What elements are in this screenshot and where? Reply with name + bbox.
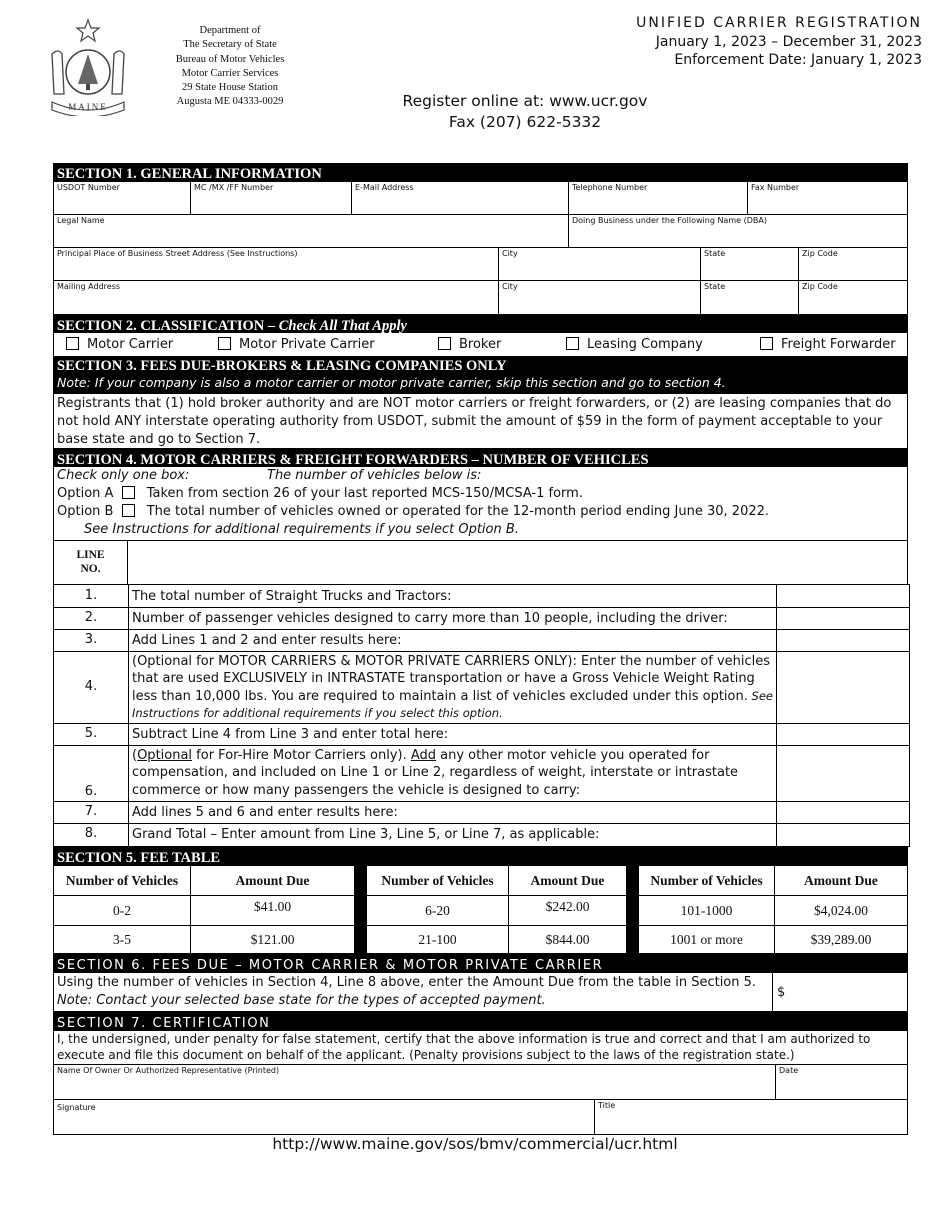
broker-checkbox[interactable] [438,337,451,350]
section-3-note: Note: If your company is also a motor carrier or motor private carrier, skip this section and go to section 4. [57,375,726,390]
phone-field[interactable]: Telephone Number [568,181,748,215]
fee-amount-cell: $121.00 [190,925,355,954]
line-1-row: 1. The total number of Straight Trucks and Tractors: [53,584,910,608]
fee-vehicles-cell: 6-20 [366,895,509,926]
fee-amount-cell: $39,289.00 [774,925,908,954]
fee-col-amount-1: Amount Due [190,865,355,896]
fee-col-vehicles-2: Number of Vehicles [366,865,509,896]
section-3-body: Registrants that (1) hold broker authority and are NOT motor carriers or freight forwarders, or (2) are leasing companies that do not hold ANY interstate operating authority from USDOT, submit the amount of $59 in the form of payment acceptable to your base state and go to Section 7. [53,394,908,449]
section-1-header: SECTION 1. GENERAL INFORMATION [53,163,908,181]
title-field[interactable]: Title [594,1099,908,1135]
classification-row [53,333,908,357]
freight-forwarder-option[interactable]: Freight Forwarder [760,336,896,354]
fee-vehicles-cell: 0-2 [53,895,191,926]
dba-field[interactable]: Doing Business under the Following Name (DBA) [568,214,908,248]
line-7-row: 7. Add lines 5 and 6 and enter results here: [53,801,910,824]
legal-name-field[interactable]: Legal Name [53,214,569,248]
option-b-row[interactable]: Option B The total number of vehicles owned or operated for the 12-month period ending June 30, 2022. [57,504,770,519]
mailing-city-field[interactable]: City [498,280,701,315]
form-title: UNIFIED CARRIER REGISTRATION [636,15,922,31]
line-1-input[interactable] [776,585,909,607]
fee-amount-cell: $41.00 [190,895,355,926]
maine-state-seal [38,18,138,116]
option-b-checkbox[interactable] [122,504,135,517]
option-a-row[interactable]: Option A Taken from section 26 of your last reported MCS-150/MCSA-1 form. [57,486,583,501]
fee-amount-cell: $4,024.00 [774,895,908,926]
seal-text: MAINE [68,102,108,112]
fee-vehicles-cell: 3-5 [53,925,191,954]
section-3-header: SECTION 3. FEES DUE-BROKERS & LEASING COMPANIES ONLY Note: If your company is also a motor carrier or motor private carrier, skip this section and go to section 4. [53,357,908,394]
line-5-row: 5. Subtract Line 4 from Line 3 and enter total here: [53,723,910,746]
motor-carrier-option[interactable]: Motor Carrier [66,336,173,354]
section-6-header: SECTION 6. FEES DUE – MOTOR CARRIER & MOTOR PRIVATE CARRIER [53,954,908,973]
department-address: Department of The Secretary of State Bureau of Motor Vehicles Motor Carrier Services 29 State House Station Augusta ME 04333-0029 [175,25,285,108]
section-2-header: SECTION 2. CLASSIFICATION – Check All That Apply [53,315,908,333]
line-6-input[interactable] [776,746,909,801]
signature-field[interactable]: Signature [53,1099,595,1135]
line-3-input[interactable] [776,630,909,651]
online-info [380,91,670,133]
fax-number: Fax (207) 622-5332 [448,113,602,131]
mailing-zip-field[interactable]: Zip Code [798,280,908,315]
line-5-input[interactable] [776,724,909,745]
fee-col-amount-2: Amount Due [508,865,627,896]
motor-private-carrier-checkbox[interactable] [218,337,231,350]
line-8-row: 8. Grand Total – Enter amount from Line 3, Line 5, or Line 7, as applicable: [53,823,910,847]
fee-vehicles-cell: 101-1000 [638,895,775,926]
section-7-body: I, the undersigned, under penalty for false statement, certify that the above information is true and correct and that I am authorized to execute and file this document on behalf of the applicant. (Penalty provisions subject to the laws of the registration state.) [53,1030,908,1064]
enforcement-date: Enforcement Date: January 1, 2023 [674,52,922,68]
footer-url[interactable]: http://www.maine.gov/sos/bmv/commercial/ucr.html [272,1135,678,1153]
fee-vehicles-cell: 1001 or more [638,925,775,954]
principal-city-field[interactable]: City [498,247,701,281]
email-field[interactable]: E-Mail Address [351,181,569,215]
principal-zip-field[interactable]: Zip Code [798,247,908,281]
option-b-instructions: See Instructions for additional requirements if you select Option B. [84,522,519,537]
fee-col-vehicles-3: Number of Vehicles [638,865,775,896]
motor-private-carrier-option[interactable]: Motor Private Carrier [218,336,375,354]
fax-field[interactable]: Fax Number [747,181,908,215]
fee-col-vehicles-1: Number of Vehicles [53,865,191,896]
line-8-input[interactable] [776,824,909,846]
owner-name-field[interactable]: Name Of Owner Or Authorized Representative (Printed) [53,1064,776,1100]
option-a-checkbox[interactable] [122,486,135,499]
leasing-company-option[interactable]: Leasing Company [566,336,703,354]
broker-option[interactable]: Broker [438,336,501,354]
register-online: Register online at: www.ucr.gov [402,92,648,110]
fee-col-amount-3: Amount Due [774,865,908,896]
fee-amount-cell: $242.00 [508,895,627,926]
section-5-header: SECTION 5. FEE TABLE [53,847,908,865]
mailing-address-field[interactable]: Mailing Address [53,280,499,315]
section-6-body: Using the number of vehicles in Section 4, Line 8 above, enter the Amount Due from the table in Section 5. Note: Contact your selected base state for the types of accepted payment. $ [53,972,908,1012]
fee-vehicles-cell: 21-100 [366,925,509,954]
usdot-field[interactable]: USDOT Number [53,181,191,215]
line-3-row: 3. Add Lines 1 and 2 and enter results here: [53,629,910,652]
line-4-input[interactable] [776,652,909,723]
check-only-one: Check only one box: [57,468,190,483]
freight-forwarder-checkbox[interactable] [760,337,773,350]
fee-amount-cell: $844.00 [508,925,627,954]
line-2-row: 2. Number of passenger vehicles designed to carry more than 10 people, including the driver: [53,607,910,630]
number-below: The number of vehicles below is: [267,468,482,483]
mc-field[interactable]: MC /MX /FF Number [190,181,352,215]
mailing-state-field[interactable]: State [700,280,799,315]
principal-state-field[interactable]: State [700,247,799,281]
leasing-company-checkbox[interactable] [566,337,579,350]
principal-address-field[interactable]: Principal Place of Business Street Address (See Instructions) [53,247,499,281]
section-4-options [53,467,908,541]
section-7-header: SECTION 7. CERTIFICATION [53,1012,908,1031]
registration-period: January 1, 2023 – December 31, 2023 [655,33,922,50]
motor-carrier-checkbox[interactable] [66,337,79,350]
line-no-header: LINE NO. [53,540,908,585]
amount-due-input[interactable]: $ [772,973,907,1011]
line-7-input[interactable] [776,802,909,823]
date-field[interactable]: Date [775,1064,908,1100]
line-4-row: 4. (Optional for MOTOR CARRIERS & MOTOR PRIVATE CARRIERS ONLY): Enter the number of vehicles that are used EXCLUSIVELY in INTRASTATE transportation or have a Gross Vehicle Weight Rating less than 10,000 lbs. You are required to maintain a list of vehicles excluded under this option. See Instructions for additional requirements if you select this option. [53,651,910,724]
line-2-input[interactable] [776,608,909,629]
line-6-row: 6. (Optional for For-Hire Motor Carriers only). Add any other motor vehicle you operated for compensation, and included on Line 1 or Line 2, regardless of weight, interstate or intrastate commerce or how many passengers the vehicle is designed to carry: [53,745,910,802]
form-title-block [636,14,922,70]
section-4-header: SECTION 4. MOTOR CARRIERS & FREIGHT FORWARDERS – NUMBER OF VEHICLES [53,449,908,467]
